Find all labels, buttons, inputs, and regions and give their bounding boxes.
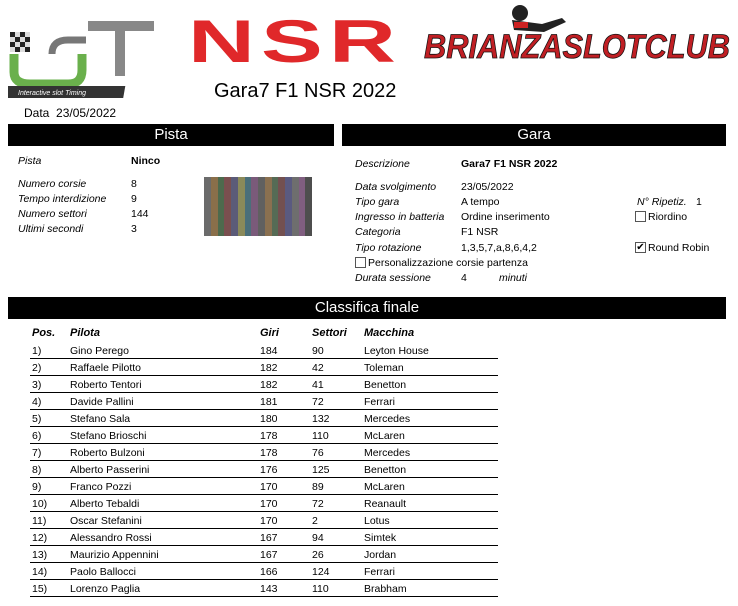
car-cell: Ferrari xyxy=(364,566,395,578)
car-cell: Reanault xyxy=(364,498,407,510)
position-cell: 9) xyxy=(32,481,42,493)
lane-color-stripe xyxy=(251,177,258,236)
ist-logo xyxy=(8,14,160,100)
nsr-logo-text: NSR xyxy=(188,12,402,68)
results-table xyxy=(30,342,498,597)
car-cell: McLaren xyxy=(364,481,405,493)
position-cell: 4) xyxy=(32,396,42,408)
laps-cell: 166 xyxy=(260,566,278,578)
driver-cell: Oscar Stefanini xyxy=(70,515,142,527)
column-header-macchina: Macchina xyxy=(364,327,415,339)
laps-cell: 180 xyxy=(260,413,278,425)
sectors-cell: 26 xyxy=(312,549,324,561)
round-robin-checkbox[interactable]: ✔ xyxy=(636,242,645,253)
table-row xyxy=(30,529,498,546)
car-cell: Brabham xyxy=(364,583,407,595)
race-date xyxy=(24,106,116,120)
numero-settori-label: Numero settori xyxy=(18,208,87,220)
position-cell: 2) xyxy=(32,362,42,374)
position-cell: 14) xyxy=(32,566,48,578)
table-row xyxy=(30,444,498,461)
table-row xyxy=(30,359,498,376)
numero-corsie-value: 8 xyxy=(131,178,137,190)
driver-cell: Stefano Brioschi xyxy=(70,430,147,442)
durata-sessione-unit: minuti xyxy=(499,272,528,284)
ripetizioni-label: N° Ripetiz. xyxy=(637,196,687,208)
driver-cell: Franco Pozzi xyxy=(70,481,132,493)
sectors-cell: 110 xyxy=(312,430,329,442)
sectors-cell: 72 xyxy=(312,396,324,408)
table-row xyxy=(30,410,498,427)
numero-corsie-label: Numero corsie xyxy=(18,178,87,190)
laps-cell: 184 xyxy=(260,345,278,357)
lane-color-stripe xyxy=(272,177,279,236)
car-cell: Ferrari xyxy=(364,396,395,408)
table-row xyxy=(30,580,498,597)
round-robin-label: Round Robin xyxy=(648,242,710,254)
laps-cell: 170 xyxy=(260,481,278,493)
ultimi-secondi-label: Ultimi secondi xyxy=(18,223,84,235)
driver-cell: Alessandro Rossi xyxy=(70,532,152,544)
car-cell: Mercedes xyxy=(364,447,411,459)
lane-color-stripe xyxy=(218,177,225,236)
descrizione-label: Descrizione xyxy=(355,158,410,170)
laps-cell: 170 xyxy=(260,515,278,527)
table-row xyxy=(30,563,498,580)
classifica-section-header: Classifica finale xyxy=(8,297,726,319)
sectors-cell: 2 xyxy=(312,515,318,527)
data-svolgimento-value: 23/05/2022 xyxy=(461,181,514,193)
driver-cell: Davide Pallini xyxy=(70,396,134,408)
table-row xyxy=(30,512,498,529)
laps-cell: 182 xyxy=(260,362,278,374)
car-cell: Simtek xyxy=(364,532,397,544)
date-value: 23/05/2022 xyxy=(56,106,117,120)
personalizzazione-label: Personalizzazione corsie partenza xyxy=(368,257,528,269)
car-cell: Leyton House xyxy=(364,345,429,357)
laps-cell: 167 xyxy=(260,532,278,544)
lane-color-stripe xyxy=(299,177,306,236)
ist-logo-text: Interactive slot Timing xyxy=(18,90,87,97)
laps-cell: 170 xyxy=(260,498,278,510)
driver-cell: Roberto Tentori xyxy=(70,379,142,391)
laps-cell: 143 xyxy=(260,583,278,595)
car-cell: Benetton xyxy=(364,464,407,476)
position-cell: 12) xyxy=(32,532,48,544)
laps-cell: 182 xyxy=(260,379,278,391)
lane-color-stripe xyxy=(231,177,238,236)
driver-cell: Alberto Tebaldi xyxy=(70,498,140,510)
position-cell: 6) xyxy=(32,430,42,442)
lane-color-stripe xyxy=(305,177,312,236)
position-cell: 3) xyxy=(32,379,42,391)
driver-cell: Roberto Bulzoni xyxy=(70,447,145,459)
durata-sessione-value: 4 xyxy=(461,272,467,284)
categoria-label: Categoria xyxy=(355,226,401,238)
gara-section-header: Gara xyxy=(342,124,726,146)
nsr-logo xyxy=(186,12,404,68)
driver-cell: Raffaele Pilotto xyxy=(70,362,142,374)
table-row xyxy=(30,478,498,495)
pista-name-label: Pista xyxy=(18,155,42,167)
driver-cell: Maurizio Appennini xyxy=(70,549,159,561)
column-header-pilota: Pilota xyxy=(70,327,100,339)
tipo-gara-value: A tempo xyxy=(461,196,500,208)
date-label: Data xyxy=(24,106,50,120)
laps-cell: 178 xyxy=(260,447,278,459)
laps-cell: 181 xyxy=(260,396,278,408)
position-cell: 15) xyxy=(32,583,48,595)
position-cell: 1) xyxy=(32,345,42,357)
numero-settori-value: 144 xyxy=(131,208,149,220)
sectors-cell: 72 xyxy=(312,498,324,510)
driver-cell: Alberto Passerini xyxy=(70,464,150,476)
sectors-cell: 76 xyxy=(312,447,324,459)
tempo-interdizione-label: Tempo interdizione xyxy=(18,193,107,205)
lane-color-stripe xyxy=(238,177,245,236)
car-cell: Benetton xyxy=(364,379,407,391)
pista-section-header: Pista xyxy=(8,124,334,146)
sectors-cell: 132 xyxy=(312,413,330,425)
column-header-pos: Pos. xyxy=(32,327,56,339)
table-row xyxy=(30,546,498,563)
laps-cell: 167 xyxy=(260,549,278,561)
laps-cell: 178 xyxy=(260,430,278,442)
driver-cell: Stefano Sala xyxy=(70,413,131,425)
position-cell: 13) xyxy=(32,549,48,561)
column-header-settori: Settori xyxy=(312,327,347,339)
sectors-cell: 89 xyxy=(312,481,324,493)
personalizzazione-checkbox[interactable] xyxy=(355,257,366,268)
lane-color-stripe xyxy=(265,177,272,236)
lane-color-stripe xyxy=(258,177,265,236)
position-cell: 7) xyxy=(32,447,42,459)
sectors-cell: 90 xyxy=(312,345,324,357)
durata-sessione-label: Durata sessione xyxy=(355,272,431,284)
ingresso-batteria-label: Ingresso in batteria xyxy=(355,211,445,223)
sectors-cell: 94 xyxy=(312,532,324,544)
car-cell: Lotus xyxy=(364,515,390,527)
car-cell: Mercedes xyxy=(364,413,411,425)
pista-name-value: Ninco xyxy=(131,155,161,167)
ingresso-batteria-value: Ordine inserimento xyxy=(461,211,550,223)
lane-color-strip xyxy=(204,177,312,236)
car-cell: McLaren xyxy=(364,430,405,442)
ripetizioni-value: 1 xyxy=(696,196,702,208)
lane-color-stripe xyxy=(224,177,231,236)
riordino-checkbox[interactable] xyxy=(635,211,646,222)
table-row xyxy=(30,427,498,444)
laps-cell: 176 xyxy=(260,464,278,476)
table-row xyxy=(30,393,498,410)
position-cell: 10) xyxy=(32,498,48,510)
table-row xyxy=(30,461,498,478)
lane-color-stripe xyxy=(245,177,252,236)
position-cell: 11) xyxy=(32,515,47,527)
car-cell: Jordan xyxy=(364,549,397,561)
lane-color-stripe xyxy=(204,177,211,236)
tipo-rotazione-value: 1,3,5,7,a,8,6,4,2 xyxy=(461,242,537,254)
table-row xyxy=(30,495,498,512)
data-svolgimento-label: Data svolgimento xyxy=(355,181,437,193)
position-cell: 5) xyxy=(32,413,42,425)
lane-color-stripe xyxy=(278,177,285,236)
lane-color-stripe xyxy=(292,177,299,236)
sectors-cell: 125 xyxy=(312,464,330,476)
ultimi-secondi-value: 3 xyxy=(131,223,137,235)
brianza-slot-club-text: BRIANZASLOTCLUB xyxy=(424,28,730,66)
driver-cell: Paolo Ballocci xyxy=(70,566,136,578)
table-row xyxy=(30,376,498,393)
tempo-interdizione-value: 9 xyxy=(131,193,137,205)
driver-cell: Lorenzo Paglia xyxy=(70,583,141,595)
lane-color-stripe xyxy=(285,177,292,236)
sectors-cell: 42 xyxy=(312,362,324,374)
column-header-giri: Giri xyxy=(260,327,279,339)
brianza-slot-club-logo xyxy=(422,2,734,72)
tipo-rotazione-label: Tipo rotazione xyxy=(355,242,422,254)
riordino-label: Riordino xyxy=(648,211,688,223)
tipo-gara-label: Tipo gara xyxy=(355,196,400,208)
lane-color-stripe xyxy=(211,177,218,236)
car-cell: Toleman xyxy=(364,362,404,374)
sectors-cell: 41 xyxy=(312,379,324,391)
table-row xyxy=(30,342,498,359)
race-title: Gara7 F1 NSR 2022 xyxy=(214,80,397,102)
position-cell: 8) xyxy=(32,464,42,476)
descrizione-value: Gara7 F1 NSR 2022 xyxy=(461,158,558,170)
sectors-cell: 124 xyxy=(312,566,330,578)
categoria-value: F1 NSR xyxy=(461,226,499,238)
sectors-cell: 110 xyxy=(312,583,329,595)
driver-cell: Gino Perego xyxy=(70,345,129,357)
